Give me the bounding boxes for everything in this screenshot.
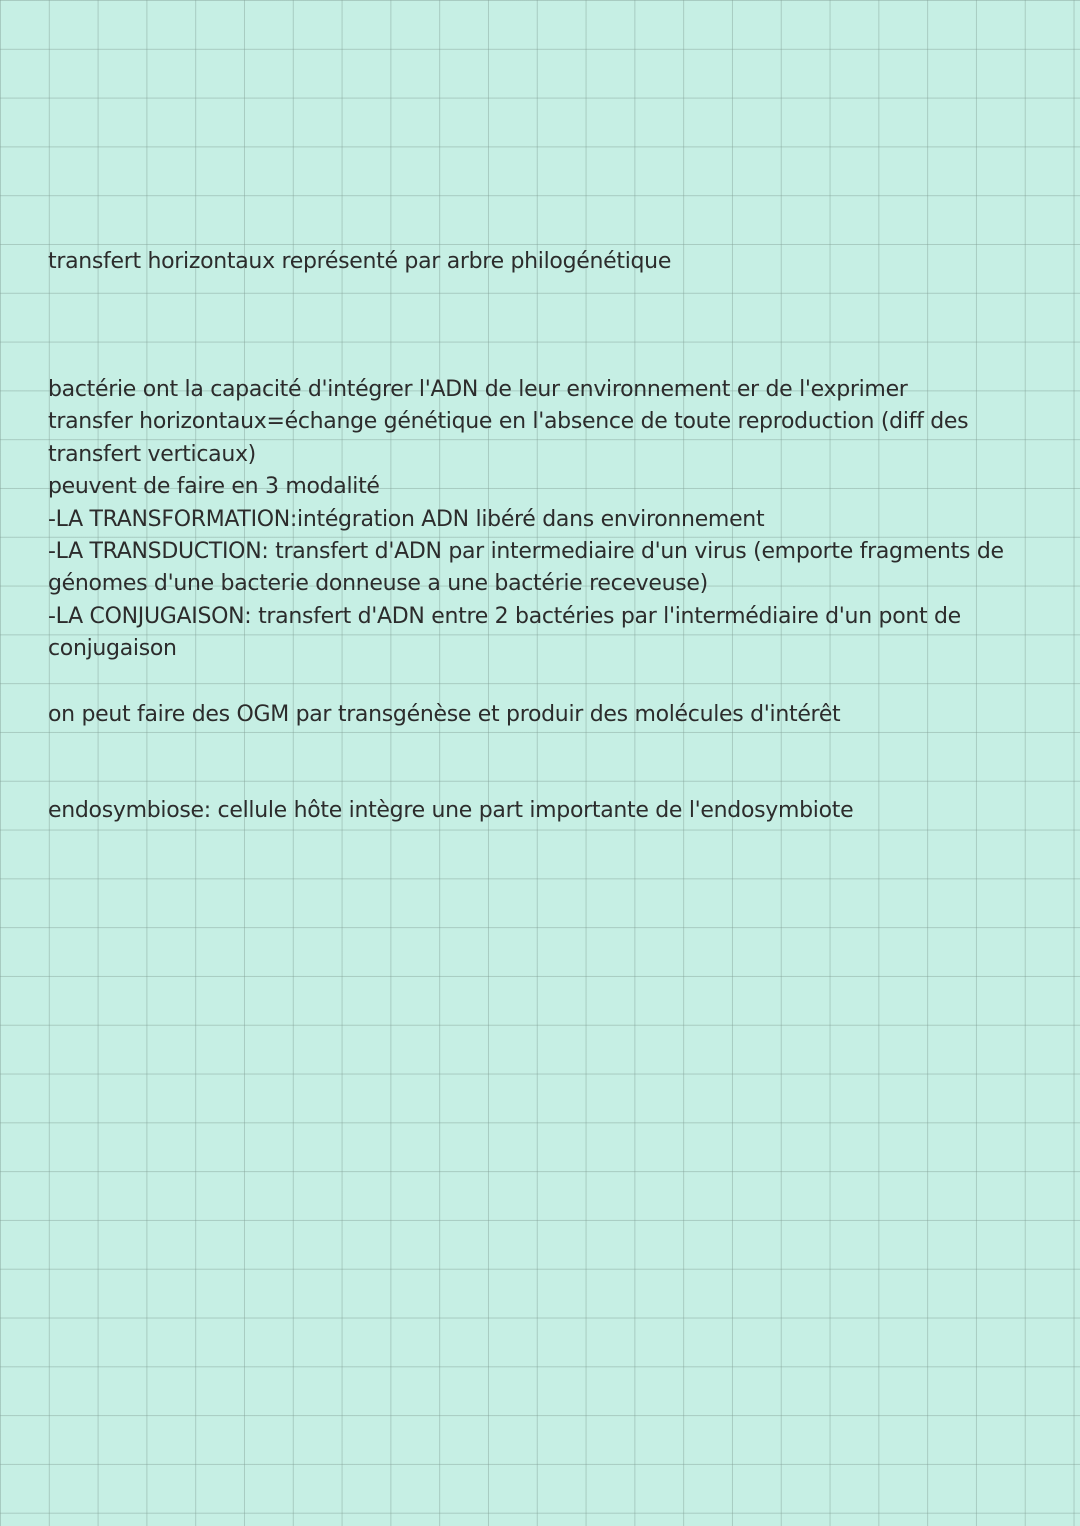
note-line-4: peuvent de faire en 3 modalité [48, 474, 380, 500]
note-line-transduction: -LA TRANSDUCTION: transfert d'ADN par intermediaire d'un virus (emporte fragments de [48, 539, 1004, 565]
note-line-1: bactérie ont la capacité d'intégrer l'ADN de leur environnement er de l'exprimer [48, 377, 908, 402]
note-intro: transfert horizontaux représenté par arbre philogénétique [48, 249, 672, 274]
note-line-conjugaison: -LA CONJUGAISON: transfert d'ADN entre 2 bactéries par l'intermédiaire d'un pont de [48, 603, 961, 629]
note-endosymbiose: endosymbiose: cellule hôte intègre une part importante de l'endosymbiote [48, 798, 854, 823]
note-block [48, 374, 1004, 666]
note-line-conjugaison-cont: conjugaison [48, 636, 177, 662]
note-line-2: transfer horizontaux=échange génétique en l'absence de toute reproduction (diff des [48, 409, 969, 435]
note-line-transduction-cont: génomes d'une bacterie donneuse a une bactérie receveuse) [48, 571, 708, 597]
note-line-transformation: -LA TRANSFORMATION:intégration ADN libéré dans environnement [48, 506, 765, 532]
note-line-3: transfert verticaux) [48, 441, 256, 467]
note-ogm: on peut faire des OGM par transgénèse et produir des molécules d'intérêt [48, 702, 841, 727]
